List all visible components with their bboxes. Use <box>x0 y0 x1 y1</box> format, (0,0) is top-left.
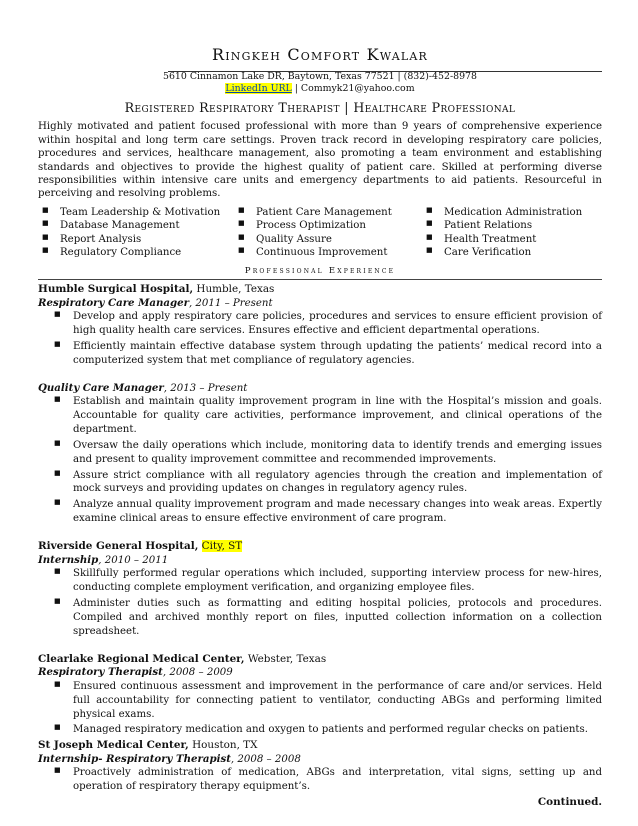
candidate-name: Ringkeh Comfort Kwalar <box>211 45 428 64</box>
role-line <box>38 382 602 395</box>
role-title: Internship <box>38 553 99 566</box>
online-contact-line <box>38 83 602 95</box>
skills-column-1 <box>38 206 234 260</box>
bullet-item: ■ Establish and maintain quality improvement program in line with the Hospital’s mission and goals. Accountable for quality care activities, performance improvement, and clinical operations of the department. <box>38 395 602 437</box>
employer-location: Webster, Texas <box>244 652 327 665</box>
resume-page <box>38 44 602 810</box>
role-dates: , 2010 – 2011 <box>98 554 169 566</box>
employer-name: Clearlake Regional Medical Center, <box>38 652 245 665</box>
skill-item: ■ Process Optimization <box>234 219 422 232</box>
bullet-item: ■ Assure strict compliance with all regulatory agencies through the creation and implementation of mock surveys and providing updates on changes in regulatory agency rules. <box>38 469 602 497</box>
professional-headline: Registered Respiratory Therapist | Healthcare Professional <box>124 99 516 115</box>
skill-item: ■ Report Analysis <box>38 233 234 246</box>
bullet-item: ■ Proactively administration of medication, ABGs and interpretation, vital signs, setting up and operation of respiratory therapy equipment’s. <box>38 766 602 794</box>
employer-line <box>38 540 602 554</box>
employer-line <box>38 739 602 753</box>
bullet-item: ■ Analyze annual quality improvement program and made necessary changes into weak areas. Expertly examine clinical areas to ensure effective environment of care program. <box>38 498 602 526</box>
bullet-item: ■ Develop and apply respiratory care policies, procedures and services to ensure efficient provision of high quality health care services. Ensures effective and efficient departmental operations. <box>38 310 602 338</box>
job-st-joseph <box>38 739 602 794</box>
role-line <box>38 297 602 310</box>
employer-line <box>38 283 602 297</box>
linkedin-link[interactable]: LinkedIn URL <box>225 83 292 95</box>
contact-separator: | <box>291 83 301 95</box>
role-bullets <box>38 766 602 794</box>
role-line <box>38 554 602 567</box>
employer-name: St Joseph Medical Center, <box>38 739 189 752</box>
spacer <box>38 528 602 540</box>
employer-name: Riverside General Hospital, <box>38 540 199 553</box>
skill-item: ■ Team Leadership & Motivation <box>38 206 234 219</box>
role-dates: , 2008 – 2009 <box>162 667 233 679</box>
job-riverside-general <box>38 540 602 639</box>
role-bullets <box>38 310 602 368</box>
bullet-item: ■ Ensured continuous assessment and improvement in the performance of care and/or services. Held full accountability for connecting patient to ventilator, conducting ABGs and performing limited physical exams. <box>38 680 602 722</box>
skills-grid <box>38 206 602 260</box>
role-line <box>38 753 602 766</box>
employer-location: Humble, Texas <box>193 283 275 296</box>
role-bullets <box>38 395 602 526</box>
spacer <box>38 370 602 382</box>
address-line: 5610 Cinnamon Lake DR, Baytown, Texas 77521 | (832)-452-8978 <box>163 71 477 83</box>
skill-item: ■ Patient Relations <box>422 219 602 232</box>
bullet-item: ■ Oversaw the daily operations which include, monitoring data to identify trends and emerging issues and present to quality improvement committee and recommended improvements. <box>38 439 602 467</box>
role-dates: , 2008 – 2008 <box>230 754 301 766</box>
bullet-item: ■ Managed respiratory medication and oxygen to patients and performed regular checks on patients. <box>38 723 602 737</box>
skill-item: ■ Patient Care Management <box>234 206 422 219</box>
skill-item: ■ Continuous Improvement <box>234 246 422 259</box>
email-address: Commyk21@yahoo.com <box>300 83 415 95</box>
skill-item: ■ Database Management <box>38 219 234 232</box>
section-title-experience: Professional Experience <box>244 265 396 276</box>
skills-column-2 <box>234 206 422 260</box>
employer-name: Humble Surgical Hospital, <box>38 283 194 296</box>
job-clearlake-regional <box>38 653 602 738</box>
employer-line <box>38 653 602 667</box>
role-title: Respiratory Care Manager <box>38 296 189 309</box>
skill-item: ■ Quality Assure <box>234 233 422 246</box>
skill-item: ■ Medication Administration <box>422 206 602 219</box>
skill-item: ■ Health Treatment <box>422 233 602 246</box>
role-dates: , 2011 – Present <box>188 297 273 309</box>
skill-item: ■ Regulatory Compliance <box>38 246 234 259</box>
role-bullets <box>38 567 602 638</box>
bullet-item: ■ Efficiently maintain effective database system through updating the patients’ medical record into a computerized system that met compliance of regulatory agencies. <box>38 340 602 368</box>
role-bullets <box>38 680 602 738</box>
summary-paragraph: Highly motivated and patient focused professional with more than 9 years of comprehensive experience within hospital and long term care settings. Proven track record in developing respiratory care policies, procedures and services, healthcare management, also promoting a team environment and establishing standards and objectives to provide the highest quality of patient care. Skilled at performing diverse responsibilities within intensive care units and emergency departments to aid patients. Resourceful in perceiving and resolving problems. <box>38 121 602 200</box>
skill-item: ■ Care Verification <box>422 246 602 259</box>
header-rule <box>168 71 602 72</box>
section-rule <box>38 279 602 280</box>
role-dates: , 2013 – Present <box>163 382 248 394</box>
contact-block <box>38 71 602 95</box>
role-title: Respiratory Therapist <box>38 666 163 679</box>
job-humble-surgical <box>38 283 602 526</box>
role-title: Quality Care Manager <box>38 381 164 394</box>
spacer <box>38 641 602 653</box>
bullet-item: ■ Skillfully performed regular operations which included, supporting interview process for new-hires, conducting complete employment verification, and organizing employee files. <box>38 567 602 595</box>
employer-location: City, ST <box>201 540 243 553</box>
bullet-item: ■ Administer duties such as formatting and editing hospital policies, protocols and procedures. Compiled and archived monthly report on files, inputted collection information on a collection spreadsheet. <box>38 597 602 639</box>
employer-location: Houston, TX <box>188 739 258 752</box>
skills-column-3 <box>422 206 602 260</box>
role-line <box>38 666 602 679</box>
role-title: Internship- Respiratory Therapist <box>38 753 231 766</box>
continued-note: Continued. <box>537 796 602 809</box>
